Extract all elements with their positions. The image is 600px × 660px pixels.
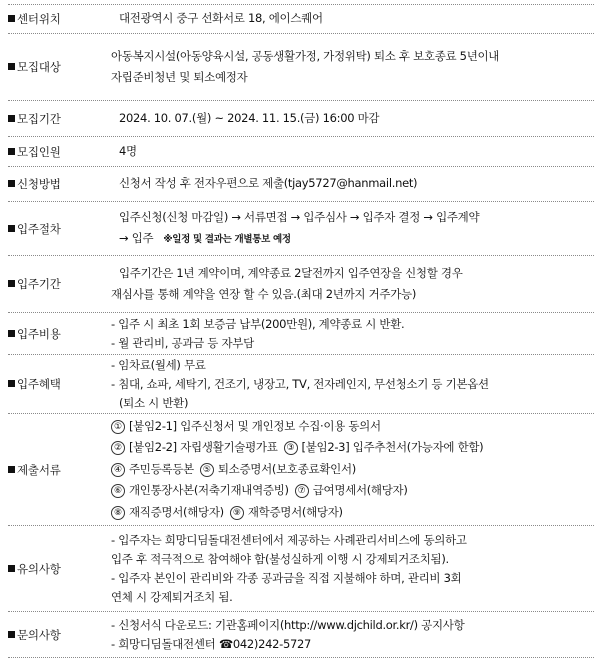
row-value: 입주 후 적극적으로 참여해야 함(불성실하게 이행 시 강제퇴거조치됨). xyxy=(111,551,449,566)
row-value: - 입주자는 희망디딤돌대전센터에서 제공하는 사례관리서비스에 동의하고 xyxy=(111,532,467,547)
bullet-square-icon xyxy=(8,330,15,337)
row-value: 연체 시 강제퇴거조치 됨. xyxy=(111,589,233,604)
row-label: 유의사항 xyxy=(17,561,61,576)
row-value: - 임차료(월세) 무료 xyxy=(111,357,206,372)
number-badge: ④ xyxy=(111,463,125,477)
row-value: 대전광역시 중구 선화서로 18, 에이스퀘어 xyxy=(119,11,323,26)
row-value: → 입주 xyxy=(119,231,154,245)
number-badge: ⑨ xyxy=(230,506,244,520)
bullet-square-icon xyxy=(8,180,15,187)
row-value: 자립준비청년 및 퇴소예정자 xyxy=(111,70,248,84)
number-badge: ① xyxy=(111,420,125,434)
row-procedure xyxy=(8,201,594,255)
row-apply-method xyxy=(8,166,594,201)
document-item: ④ 주민등록등본 ⑤ 퇴소증명서(보호종료확인서) xyxy=(111,459,590,481)
notice-note: ※일정 및 결과는 개별통보 예정 xyxy=(163,234,291,245)
number-badge: ⑤ xyxy=(200,463,214,477)
document-item: ② [붙임2-2] 자립생활기술평가표 ③ [붙임2-3] 입주추천서(가능자에 한함) xyxy=(111,437,590,459)
row-value: - 신청서식 다운로드: 기관홈페이지(http://www.djchild.or.kr/) 공지사항 xyxy=(111,617,465,632)
row-label: 제출서류 xyxy=(17,462,61,477)
bullet-square-icon xyxy=(8,225,15,232)
bullet-square-icon xyxy=(8,63,15,70)
row-value: 아동복지시설(아동양육시설, 공동생활가정, 가정위탁) 퇴소 후 보호종료 5년이내 xyxy=(111,48,500,63)
bullet-square-icon xyxy=(8,280,15,287)
row-label: 문의사항 xyxy=(17,627,61,642)
row-label: 모집기간 xyxy=(17,111,61,126)
bullet-square-icon xyxy=(8,631,15,638)
row-label: 입주비용 xyxy=(17,326,61,341)
number-badge: ⑥ xyxy=(111,484,125,498)
row-headcount xyxy=(8,136,594,166)
bullet-square-icon xyxy=(8,15,15,22)
row-value: 입주기간은 1년 계약이며, 계약종료 2달전까지 입주연장을 신청할 경우 xyxy=(119,265,463,280)
row-period xyxy=(8,100,594,136)
row-stay-period xyxy=(8,255,594,312)
row-precautions xyxy=(8,525,594,611)
row-value: - 희망디딤돌대전센터 ☎042)242-5727 xyxy=(111,636,312,651)
row-value: - 입주 시 최초 1회 보증금 납부(200만원), 계약종료 시 반환. xyxy=(111,316,405,331)
row-target xyxy=(8,33,594,100)
row-label: 입주혜택 xyxy=(17,377,61,391)
row-value: - 입주자 본인이 관리비와 각종 공과금을 직접 지불해야 하며, 관리비 3회 xyxy=(111,570,462,585)
document-item: ⑥ 개인통장사본(저축기재내역증빙) ⑦ 급여명세서(해당자) xyxy=(111,480,590,502)
row-value: (퇴소 시 반환) xyxy=(119,395,189,410)
row-label: 센터위치 xyxy=(17,12,61,26)
row-documents xyxy=(8,413,594,525)
document-item: ① [붙임2-1] 입주신청서 및 개인정보 수집·이용 동의서 xyxy=(111,416,590,438)
row-value: 2024. 10. 07.(월) ~ 2024. 11. 15.(금) 16:00 마감 xyxy=(119,110,380,125)
number-badge: ⑧ xyxy=(111,506,125,520)
row-cost xyxy=(8,312,594,354)
number-badge: ② xyxy=(111,441,125,455)
number-badge: ⑦ xyxy=(295,484,309,498)
number-badge: ③ xyxy=(284,441,298,455)
row-value: 입주신청(신청 마감일) → 서류면접 → 입주심사 → 입주자 결정 → 입주계약 xyxy=(119,209,480,224)
bullet-square-icon xyxy=(8,565,15,572)
row-label: 입주기간 xyxy=(17,277,61,291)
row-label: 신청방법 xyxy=(17,177,61,191)
bullet-square-icon xyxy=(8,115,15,122)
row-value: - 침대, 쇼파, 세탁기, 건조기, 냉장고, TV, 전자레인지, 무선청소기 등 기본옵션 xyxy=(111,376,489,391)
row-label: 모집대상 xyxy=(17,60,61,74)
row-label: 입주절차 xyxy=(17,221,61,236)
row-benefits xyxy=(8,354,594,413)
row-value: 신청서 작성 후 전자우편으로 제출(tjay5727@hanmail.net) xyxy=(119,176,418,191)
row-center-location xyxy=(8,4,594,33)
document-item: ⑧ 재직증명서(해당자) ⑨ 재학증명서(해당자) xyxy=(111,502,590,524)
row-contact xyxy=(8,611,594,658)
row-label: 모집인원 xyxy=(17,144,61,159)
row-value: 4명 xyxy=(119,143,137,158)
bullet-square-icon xyxy=(8,380,15,387)
row-value: 재심사를 통해 계약을 연장 할 수 있음.(최대 2년까지 거주가능) xyxy=(111,287,417,301)
bullet-square-icon xyxy=(8,466,15,473)
row-value: - 월 관리비, 공과금 등 자부담 xyxy=(111,335,254,350)
bullet-square-icon xyxy=(8,148,15,155)
